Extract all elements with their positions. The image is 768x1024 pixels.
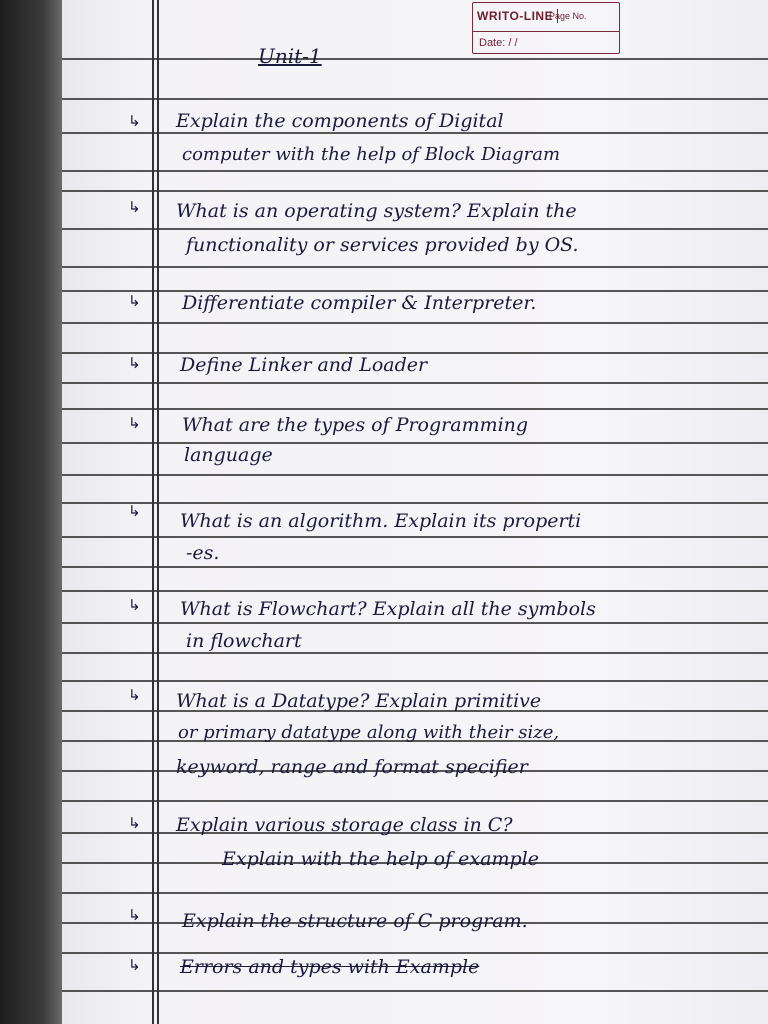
- bullet-arrow: ↳: [128, 502, 141, 520]
- ruled-line: [62, 800, 768, 802]
- ruled-line: [62, 442, 768, 444]
- question-line-struck: Errors and types with Example: [180, 956, 480, 978]
- stamp-top-row: [473, 3, 619, 32]
- question-line: or primary datatype along with their size,: [178, 722, 560, 743]
- ruled-line: [62, 190, 768, 192]
- question-line: Explain the components of Digital: [176, 110, 504, 132]
- ruled-line: [62, 58, 768, 60]
- ruled-line: [62, 408, 768, 410]
- question-line: in flowchart: [186, 630, 302, 652]
- notebook-binding: [0, 0, 62, 1024]
- bullet-arrow: ↳: [128, 414, 141, 432]
- bullet-arrow: ↳: [128, 198, 141, 216]
- question-line: functionality or services provided by OS.: [186, 234, 579, 256]
- question-line: -es.: [186, 542, 220, 564]
- ruled-line: [62, 952, 768, 954]
- question-line: Define Linker and Loader: [180, 354, 428, 376]
- question-line: What is a Datatype? Explain primitive: [176, 690, 542, 712]
- margin-line: [157, 0, 159, 1024]
- question-line: keyword, range and format specifier: [176, 756, 528, 778]
- bullet-arrow: ↳: [128, 596, 141, 614]
- ruled-line: [62, 98, 768, 100]
- bullet-arrow: ↳: [128, 814, 141, 832]
- ruled-line: [62, 566, 768, 568]
- ruled-line: [62, 590, 768, 592]
- ruled-line: [62, 680, 768, 682]
- bullet-arrow: ↳: [128, 906, 141, 924]
- bullet-arrow: ↳: [128, 112, 141, 130]
- ruled-line: [62, 622, 768, 624]
- question-line: Explain the structure of C program.: [182, 910, 528, 932]
- question-line: What is an operating system? Explain the: [176, 200, 577, 222]
- ruled-line: [62, 132, 768, 134]
- question-line: language: [184, 444, 273, 466]
- bullet-arrow: ↳: [128, 956, 141, 974]
- ruled-line: [62, 322, 768, 324]
- ruled-line: [62, 892, 768, 894]
- bullet-arrow: ↳: [128, 292, 141, 310]
- notebook-brand: WRITO-LINE: [477, 9, 558, 23]
- ruled-line: [62, 266, 768, 268]
- question-line: What are the types of Programming: [182, 414, 529, 436]
- ruled-line: [62, 652, 768, 654]
- margin-line: [152, 0, 154, 1024]
- ruled-line: [62, 474, 768, 476]
- question-line: Explain various storage class in C?: [176, 814, 513, 836]
- question-line: What is an algorithm. Explain its properti: [180, 510, 582, 532]
- question-line: What is Flowchart? Explain all the symbols: [180, 598, 596, 620]
- ruled-line: [62, 536, 768, 538]
- page-number-label: Page No.: [549, 11, 587, 21]
- ruled-line: [62, 170, 768, 172]
- bullet-arrow: ↳: [128, 354, 141, 372]
- question-line: computer with the help of Block Diagram: [182, 144, 561, 165]
- ruled-line: [62, 502, 768, 504]
- ruled-line: [62, 990, 768, 992]
- question-line: Differentiate compiler & Interpreter.: [182, 292, 537, 314]
- notebook-stamp: [472, 2, 620, 54]
- ruled-line: [62, 228, 768, 230]
- ruled-line: [62, 382, 768, 384]
- bullet-arrow: ↳: [128, 686, 141, 704]
- page-title: Unit-1: [258, 44, 322, 68]
- date-label: Date: / /: [479, 37, 518, 49]
- question-line: Explain with the help of example: [222, 848, 539, 870]
